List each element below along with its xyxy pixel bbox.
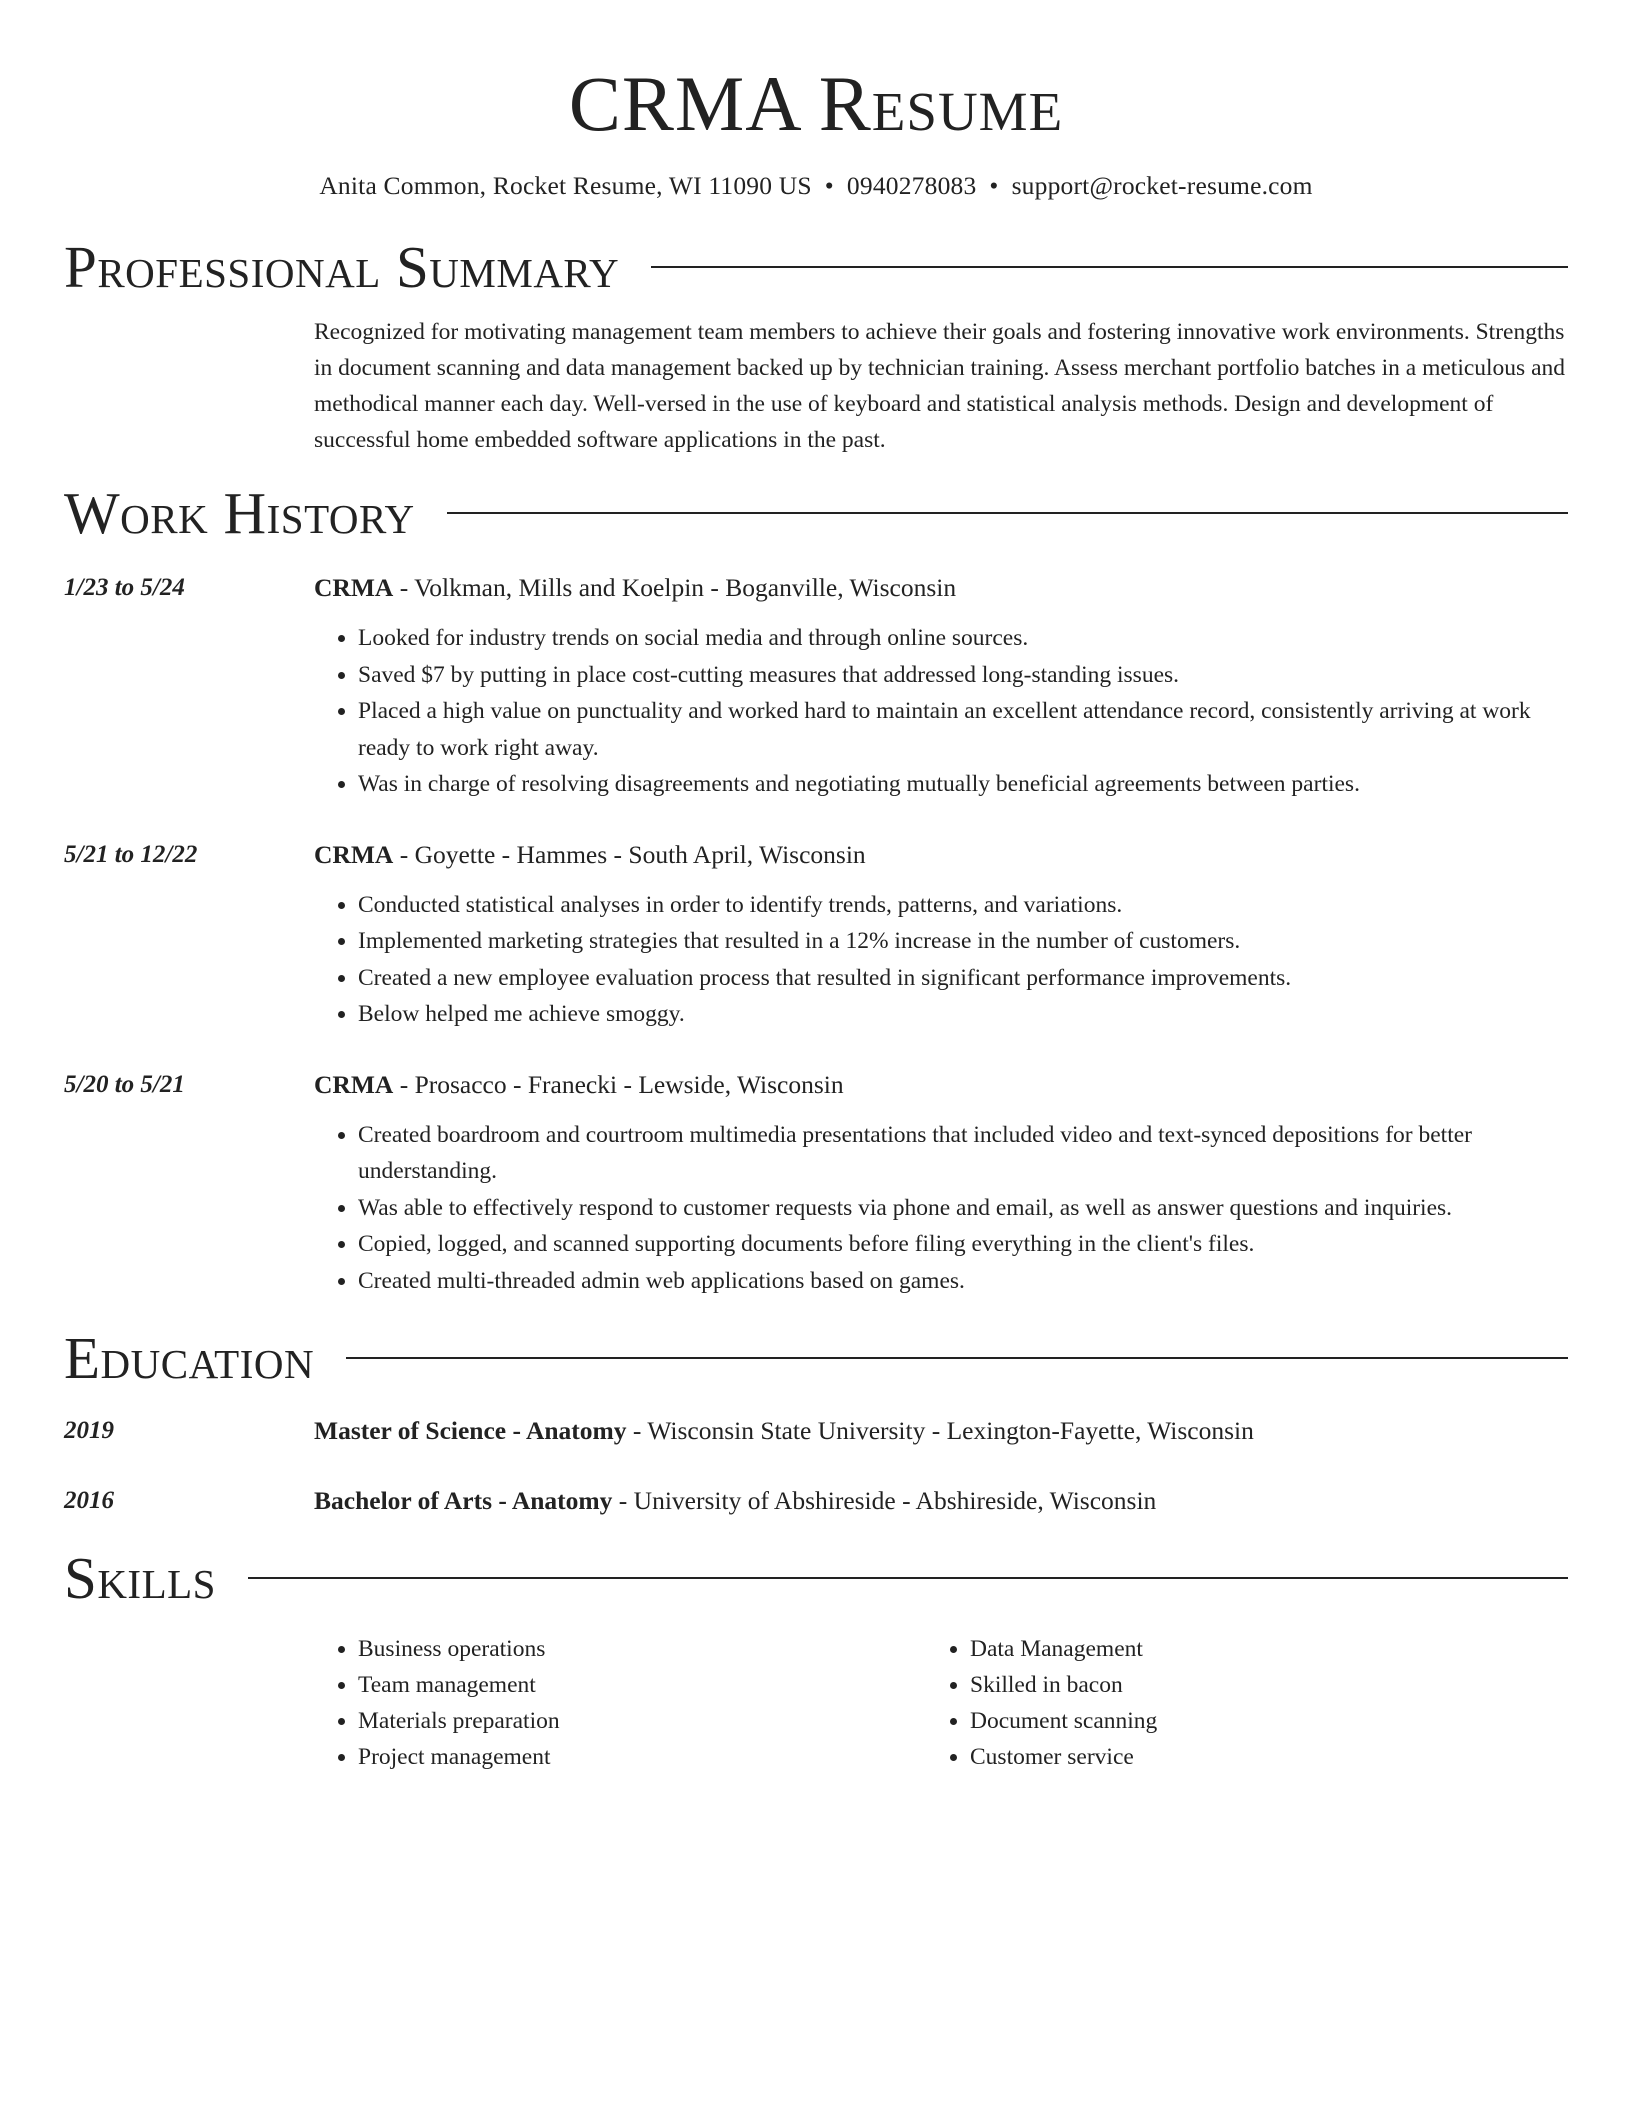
work-content <box>314 837 1568 1033</box>
work-headline <box>314 570 1568 606</box>
list-item: • Created boardroom and courtroom multimedia presentations that included video and text-synced depositions for better understanding. <box>358 1117 1568 1190</box>
work-headline <box>314 837 1568 873</box>
education-year: 2019 <box>64 1417 114 1444</box>
degree-name: Master of Science - Anatomy <box>314 1416 627 1445</box>
list-item: • Was in charge of resolving disagreements and negotiating mutually beneficial agreements between parties. <box>358 766 1568 803</box>
contact-separator: • <box>989 171 999 200</box>
work-content <box>314 1067 1568 1300</box>
contact-email: support@rocket-resume.com <box>1011 171 1313 200</box>
summary-text: Recognized for motivating management team members to achieve their goals and fostering innovative work environments. Strengths in document scanning and data management backed up by technician training. Assess merchant portfolio batches in a meticulous and methodical manner each day. Well-versed in the use of keyboard and statistical analysis methods. Design and development of successful home embedded software applications in the past. <box>314 319 1566 453</box>
list-item: • Looked for industry trends on social media and through online sources. <box>358 620 1568 657</box>
skill-item: • Project management <box>358 1739 884 1775</box>
education-section-header <box>64 1323 1568 1393</box>
school-details: - University of Abshireside - Abshireside, Wisconsin <box>612 1486 1157 1515</box>
job-employer: - Goyette - Hammes - South April, Wisconsin <box>393 839 866 869</box>
job-employer: - Prosacco - Franecki - Lewside, Wisconsin <box>393 1069 844 1099</box>
list-item: • Copied, logged, and scanned supporting documents before filing everything in the client's files. <box>358 1226 1568 1263</box>
section-divider <box>248 1577 1568 1579</box>
work-dates: 5/20 to 5/21 <box>64 1070 185 1098</box>
education-entry <box>64 1413 1568 1449</box>
work-dates: 1/23 to 5/24 <box>64 574 185 601</box>
list-item: • Placed a high value on punctuality and worked hard to maintain an excellent attendance record, consistently arriving at work ready to work right away. <box>358 693 1568 766</box>
skills-list-left <box>314 1631 884 1775</box>
skill-item: • Business operations <box>358 1631 884 1667</box>
work-headline <box>314 1067 1568 1103</box>
list-item: • Implemented marketing strategies that resulted in a 12% increase in the number of customers. <box>358 923 1568 960</box>
skills-section-header <box>64 1543 1568 1613</box>
work-entry <box>64 570 1568 803</box>
education-heading: Education <box>64 1325 315 1391</box>
education-year: 2016 <box>64 1487 114 1514</box>
list-item: • Saved $7 by putting in place cost-cutting measures that addressed long-standing issues. <box>358 657 1568 694</box>
list-item: • Created multi-threaded admin web applications based on games. <box>358 1263 1568 1300</box>
work-entry <box>64 1067 1568 1300</box>
school-details: - Wisconsin State University - Lexington-Fayette, Wisconsin <box>626 1416 1254 1445</box>
education-headline <box>314 1413 1568 1449</box>
work-heading: Work History <box>64 480 415 546</box>
list-item: • Was able to effectively respond to customer requests via phone and email, as well as answer questions and inquiries. <box>358 1190 1568 1227</box>
skills-heading: Skills <box>64 1545 216 1611</box>
list-item: • Conducted statistical analyses in order to identify trends, patterns, and variations. <box>358 887 1568 924</box>
contact-line <box>64 170 1568 202</box>
skill-item: • Customer service <box>970 1739 1496 1775</box>
section-divider <box>447 512 1568 514</box>
work-section-header <box>64 478 1568 548</box>
skills-list-right <box>926 1631 1496 1775</box>
summary-section-header <box>64 232 1568 302</box>
skill-item: • Materials preparation <box>358 1703 884 1739</box>
skills-columns <box>314 1631 1568 1775</box>
skill-item: • Team management <box>358 1667 884 1703</box>
work-content <box>314 570 1568 803</box>
summary-heading: Professional Summary <box>64 234 620 300</box>
resume-title: CRMA Resume <box>568 60 1064 147</box>
education-entry <box>64 1483 1568 1519</box>
contact-separator: • <box>824 171 834 200</box>
degree-name: Bachelor of Arts - Anatomy <box>314 1486 613 1515</box>
work-bullets <box>314 620 1568 803</box>
list-item: • Below helped me achieve smoggy. <box>358 996 1568 1033</box>
education-headline <box>314 1483 1568 1519</box>
skill-item: • Document scanning <box>970 1703 1496 1739</box>
contact-phone: 0940278083 <box>846 171 977 200</box>
work-dates: 5/21 to 12/22 <box>64 840 198 868</box>
job-title: CRMA <box>314 573 394 602</box>
job-title: CRMA <box>314 1069 394 1099</box>
work-bullets <box>314 887 1568 1033</box>
section-divider <box>651 266 1568 268</box>
work-entry <box>64 837 1568 1033</box>
section-divider <box>346 1357 1568 1359</box>
skill-item: • Skilled in bacon <box>970 1667 1496 1703</box>
contact-address: Anita Common, Rocket Resume, WI 11090 US <box>319 171 812 200</box>
job-employer: - Volkman, Mills and Koelpin - Boganville, Wisconsin <box>393 573 957 602</box>
list-item: • Created a new employee evaluation process that resulted in significant performance improvements. <box>358 960 1568 997</box>
job-title: CRMA <box>314 839 394 869</box>
work-bullets <box>314 1117 1568 1300</box>
skill-item: • Data Management <box>970 1631 1496 1667</box>
